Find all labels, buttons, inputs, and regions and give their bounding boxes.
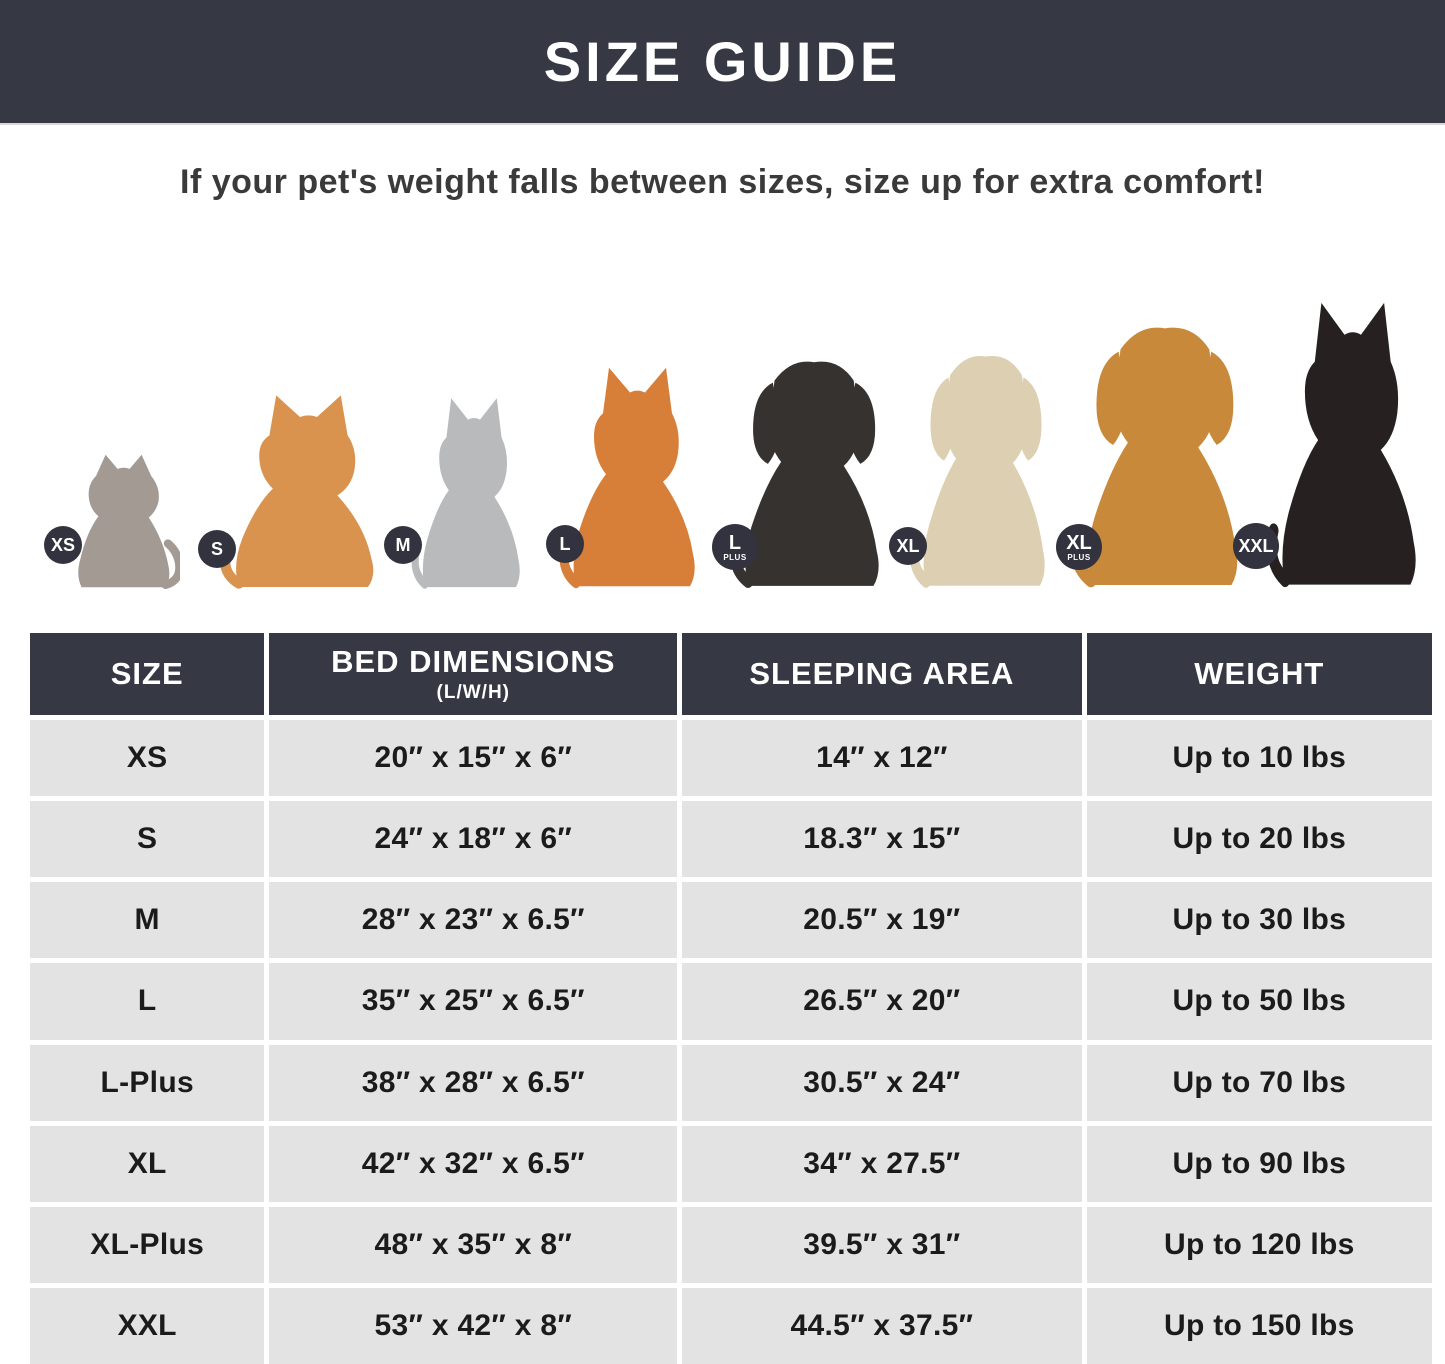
cell-area: 14″ x 12″ [682, 720, 1081, 796]
cell-area: 26.5″ x 20″ [682, 963, 1081, 1039]
badge-sublabel: PLUS [1067, 552, 1091, 562]
cell-weight: Up to 70 lbs [1087, 1045, 1432, 1121]
badge-sublabel: PLUS [723, 552, 747, 562]
column-header-bed-dimensions [269, 633, 677, 715]
cell-size: L [30, 963, 264, 1039]
pet-size-lineup [0, 230, 1445, 600]
cell-size: M [30, 882, 264, 958]
cell-area: 39.5″ x 31″ [682, 1207, 1081, 1283]
badge-label: L [559, 534, 571, 554]
cell-size: XL-Plus [30, 1207, 264, 1283]
column-label: SIZE [110, 656, 184, 691]
size-badge-xs [44, 526, 82, 564]
page-title: SIZE GUIDE [543, 30, 902, 93]
cell-size: L-Plus [30, 1045, 264, 1121]
cell-weight: Up to 10 lbs [1087, 720, 1432, 796]
size-badge-xxl [1233, 523, 1279, 569]
size-badge-m [384, 526, 422, 564]
cell-size: S [30, 801, 264, 877]
column-label: BED DIMENSIONS [331, 644, 616, 679]
french-bulldog-image [408, 395, 528, 592]
column-header-weight [1087, 633, 1432, 715]
subtitle-text: If your pet's weight falls between sizes, size up for extra comfort! [180, 163, 1265, 201]
badge-label: XL [1066, 531, 1092, 554]
cell-bed: 38″ x 28″ x 6.5″ [269, 1045, 677, 1121]
cell-bed: 24″ x 18″ x 6″ [269, 801, 677, 877]
badge-label: XS [50, 535, 75, 555]
cell-size: XL [30, 1126, 264, 1202]
cell-area: 18.3″ x 15″ [682, 801, 1081, 877]
pomeranian-image [215, 392, 385, 592]
cell-weight: Up to 30 lbs [1087, 882, 1432, 958]
cell-size: XXL [30, 1288, 264, 1364]
cell-size: XS [30, 720, 264, 796]
size-badge-l [546, 525, 584, 563]
cell-area: 20.5″ x 19″ [682, 882, 1081, 958]
cell-weight: Up to 20 lbs [1087, 801, 1432, 877]
column-sublabel: (L/W/H) [436, 682, 511, 703]
column-header-size [30, 633, 264, 715]
cell-area: 44.5″ x 37.5″ [682, 1288, 1081, 1364]
cell-area: 30.5″ x 24″ [682, 1045, 1081, 1121]
size-badge-xl [889, 527, 927, 565]
cell-bed: 48″ x 35″ x 8″ [269, 1207, 677, 1283]
title-bar [0, 0, 1445, 125]
cell-area: 34″ x 27.5″ [682, 1126, 1081, 1202]
badge-label: L [728, 531, 742, 554]
badge-label: XXL [1238, 536, 1274, 556]
cell-weight: Up to 50 lbs [1087, 963, 1432, 1039]
badge-label: S [210, 539, 223, 559]
cell-weight: Up to 90 lbs [1087, 1126, 1432, 1202]
cell-weight: Up to 120 lbs [1087, 1207, 1432, 1283]
cell-bed: 35″ x 25″ x 6.5″ [269, 963, 677, 1039]
size-badge-xl-plus [1056, 524, 1102, 570]
size-guide-table [30, 633, 1417, 1364]
cell-bed: 20″ x 15″ x 6″ [269, 720, 677, 796]
badge-label: XL [896, 536, 920, 556]
cell-bed: 53″ x 42″ x 8″ [269, 1288, 677, 1364]
size-badge-l-plus [712, 524, 758, 570]
column-label: WEIGHT [1194, 656, 1325, 691]
cell-weight: Up to 150 lbs [1087, 1288, 1432, 1364]
cat-image [60, 450, 180, 592]
doberman-image [1262, 298, 1427, 592]
badge-label: M [395, 535, 411, 555]
labrador-image [905, 342, 1055, 592]
size-badge-s [198, 530, 236, 568]
cell-bed: 28″ x 23″ x 6.5″ [269, 882, 677, 958]
cell-bed: 42″ x 32″ x 6.5″ [269, 1126, 677, 1202]
column-header-sleeping-area [682, 633, 1081, 715]
column-label: SLEEPING AREA [749, 656, 1015, 691]
